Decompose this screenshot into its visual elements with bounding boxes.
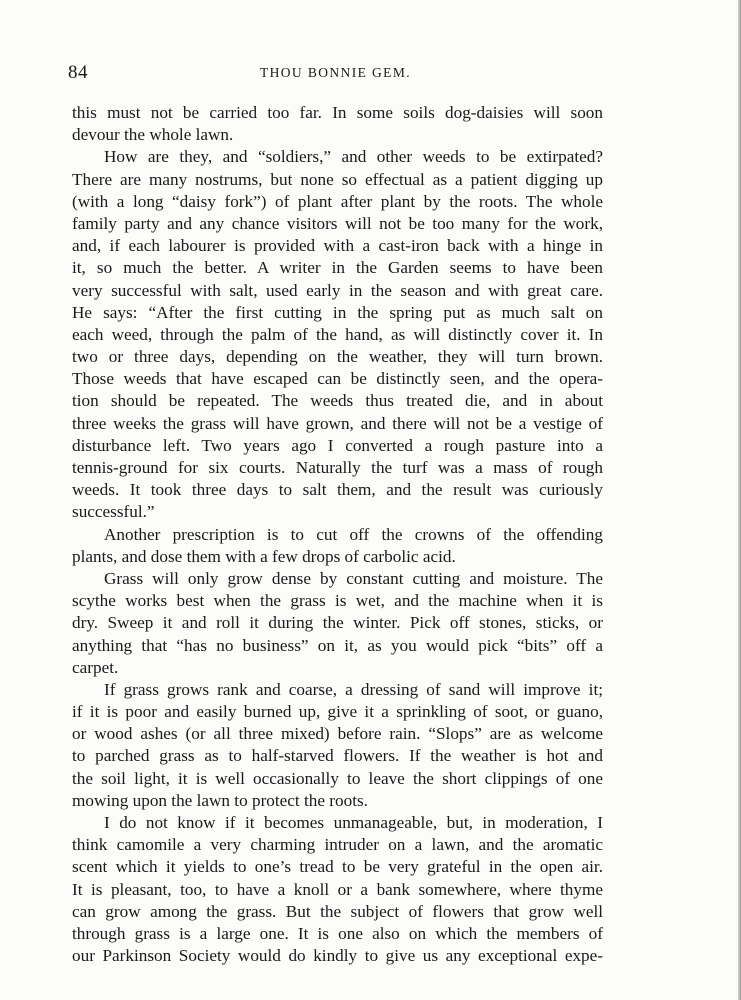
text-line: He says: “After the first cutting in the spring put as much salt on	[72, 302, 603, 322]
text-line: this must not be carried too far. In some soils dog-daisies will soon	[72, 103, 603, 122]
text-line: anything that “has no business” on it, as you would pick “bits” off a	[72, 635, 603, 655]
text-line: There are many nostrums, but none so effectual as a patient digging up	[72, 169, 603, 189]
page-number: 84	[68, 62, 88, 83]
running-head: THOU BONNIE GEM.	[259, 65, 411, 80]
text-line: each weed, through the palm of the hand, as will distinctly cover it. In	[72, 324, 603, 344]
text-line: dry. Sweep it and roll it during the winter. Pick off stones, sticks, or	[72, 613, 603, 633]
text-line: mowing upon the lawn to protect the roots.	[72, 790, 368, 810]
text-line: and, if each labourer is provided with a cast-iron back with a hinge in	[72, 236, 603, 256]
text-line: How are they, and “soldiers,” and other weeds to be extirpated?	[104, 147, 603, 167]
text-line: to parched grass as to half-starved flowers. If the weather is hot and	[72, 746, 603, 766]
text-line: think camomile a very charming intruder on a lawn, and the aromatic	[72, 835, 603, 855]
text-line: very successful with salt, used early in the season and with great care.	[72, 280, 603, 300]
text-line: three weeks the grass will have grown, and there will not be a vestige of	[72, 413, 603, 433]
text-line: our Parkinson Society would do kindly to give us any exceptional expe-	[72, 946, 603, 966]
text-line: devour the whole lawn.	[72, 125, 234, 145]
text-line: if it is poor and easily burned up, give it a sprinkling of soot, or guano,	[72, 702, 603, 722]
text-line: scythe works best when the grass is wet, and the machine when it is	[72, 591, 603, 611]
text-line: I do not know if it becomes unmanageable, but, in moderation, I	[104, 813, 603, 832]
text-line: can grow among the grass. But the subject of flowers that grow well	[72, 901, 603, 921]
text-line: plants, and dose them with a few drops of carbolic acid.	[72, 546, 456, 566]
text-line: weeds. It took three days to salt them, and the result was curiously	[72, 480, 603, 500]
text-line: the soil light, it is well occasionally to leave the short clippings of one	[72, 768, 603, 788]
text-line: scent which it yields to one’s tread to be very grateful in the open air.	[72, 857, 603, 877]
page-header	[68, 62, 603, 86]
text-line: Another prescription is to cut off the crowns of the offending	[104, 524, 603, 544]
text-line: tennis-ground for six courts. Naturally the turf was a mass of rough	[72, 458, 603, 477]
text-line: Grass will only grow dense by constant cutting and moisture. The	[104, 568, 603, 588]
body-text	[72, 102, 603, 967]
text-line: successful.”	[72, 502, 155, 522]
text-line: It is pleasant, too, to have a knoll or a bank somewhere, where thyme	[72, 879, 603, 899]
text-line: carpet.	[72, 657, 119, 677]
text-line: (with a long “daisy fork”) of plant after plant by the roots. The whole	[72, 191, 603, 211]
text-line: Those weeds that have escaped can be distinctly seen, and the opera-	[72, 369, 603, 389]
text-line: two or three days, depending on the weather, they will turn brown.	[72, 347, 603, 367]
text-line: it, so much the better. A writer in the Garden seems to have been	[72, 258, 603, 278]
text-line: disturbance left. Two years ago I converted a rough pasture into a	[72, 435, 603, 455]
text-line: If grass grows rank and coarse, a dressing of sand will improve it;	[104, 679, 603, 699]
text-line: through grass is a large one. It is one also on which the members of	[72, 923, 603, 943]
text-line: tion should be repeated. The weeds thus treated die, and in about	[72, 391, 603, 411]
text-line: or wood ashes (or all three mixed) before rain. “Slops” are as welcome	[72, 724, 603, 744]
text-line: family party and any chance visitors will not be too many for the work,	[72, 213, 603, 233]
